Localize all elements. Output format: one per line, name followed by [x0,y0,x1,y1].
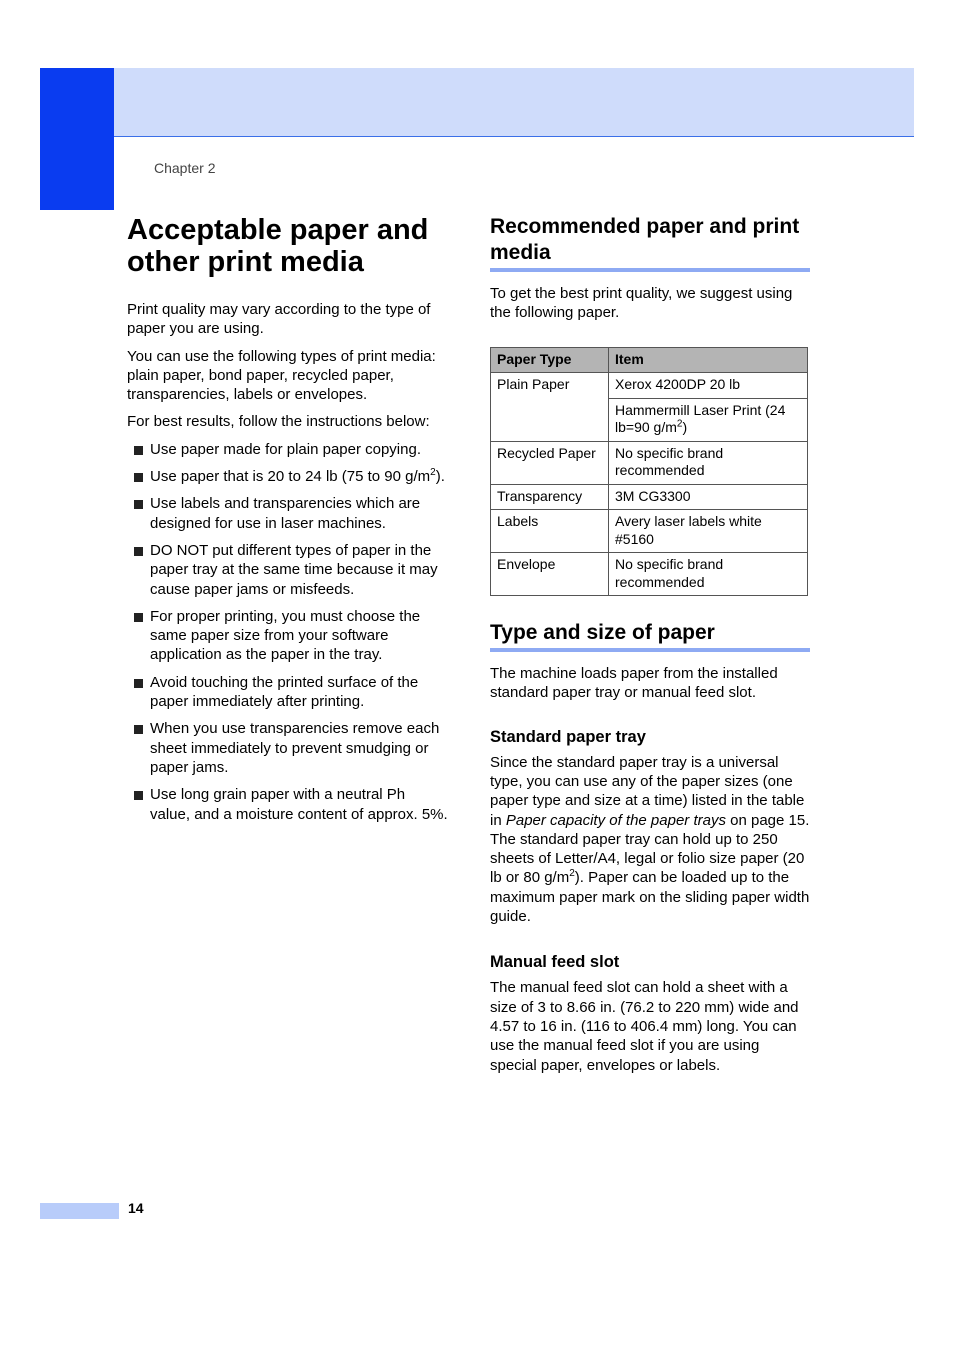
table-cell: Hammermill Laser Print (24 lb=90 $g/m^2$) [609,398,808,441]
table-cell: No specific brand recommended [609,553,808,596]
paper-table [490,347,808,597]
table-row [491,553,808,596]
column-header: Item [609,347,808,373]
list-item: DO NOT put different types of paper in the paper tray at the same time because it may cause paper jams or misfeeds. [127,541,449,599]
column-header: Paper Type [491,347,609,373]
table-cell: No specific brand recommended [609,441,808,484]
bullet-icon [134,473,143,482]
table-cell: Envelope [491,553,609,596]
paragraph: You can use the following types of print media: plain paper, bond paper, recycled paper, transparencies, labels or envelopes. [127,347,436,404]
bullet-icon [134,725,143,734]
chapter-label: Chapter 2 [154,160,216,176]
table-row [491,373,808,399]
bullet-icon [134,547,143,556]
list-item: Use paper made for plain paper copying. [127,440,449,459]
table-cell: Plain Paper [491,373,609,442]
footer-bar [40,1203,119,1219]
list-item: Use paper that is 20 to 24 lb (75 to 90 $g/m^2$). [127,467,449,486]
instruction-list [127,440,449,824]
bullet-icon [134,613,143,622]
recommended-heading: Recommended paper and print media [490,214,810,272]
header-band [114,68,914,137]
list-item: Use labels and transparencies which are designed for use in laser machines. [127,494,449,533]
table-cell: 3M CG3300 [609,484,808,510]
page-number: 14 [128,1200,144,1216]
list-item: When you use transparencies remove each sheet immediately to prevent smudging or paper jams. [127,719,449,777]
paragraph: Print quality may vary according to the type of paper you are using. [127,301,431,338]
manual-feed-heading: Manual feed slot [490,953,620,972]
list-item: For proper printing, you must choose the same paper size from your software application as the paper in the tray. [127,607,449,665]
bullet-icon [134,500,143,509]
table-row [491,510,808,553]
list-item: Use long grain paper with a neutral Ph value, and a moisture content of approx. 5%. [127,785,449,824]
paragraph: Since the standard paper tray is a universal type, you can use any of the paper sizes (one paper type and size at a time) listed in the table in Paper capacity of the paper trays on page 15. The standard paper tray can hold up to 250 sheets of Letter/A4, legal or folio size paper (20 lb or 80 $g/m^2$). Paper can be loaded up to the maximum paper mark on the sliding paper width guide. [490,753,810,926]
table-row [491,484,808,510]
paragraph: To get the best print quality, we suggest using the following paper. [490,285,793,322]
list-item: Avoid touching the printed surface of the paper immediately after printing. [127,673,449,712]
left-column [127,214,449,832]
standard-tray-heading: Standard paper tray [490,727,646,746]
table-cell: Transparency [491,484,609,510]
table-header-row [491,347,808,373]
bullet-icon [134,446,143,455]
chapter-tab-block [40,68,114,210]
table-cell: Xerox 4200DP 20 lb [609,373,808,399]
bullet-icon [134,791,143,800]
table-cell: Labels [491,510,609,553]
type-size-heading: Type and size of paper [490,620,810,652]
section-title: Acceptable paper and other print media [127,214,429,278]
paragraph: For best results, follow the instructions below: [127,413,430,431]
cross-reference-link[interactable]: Paper capacity of the paper trays [505,811,726,829]
right-column [490,214,810,1083]
paragraph: The machine loads paper from the installed standard paper tray or manual feed slot. [490,665,778,702]
table-cell: Recycled Paper [491,441,609,484]
table-cell: Avery laser labels white #5160 [609,510,808,553]
table-row [491,441,808,484]
bullet-icon [134,679,143,688]
paragraph: The manual feed slot can hold a sheet with a size of 3 to 8.66 in. (76.2 to 220 mm) wide and 4.57 to 16 in. (116 to 406.4 mm) long. You can use the manual feed slot if you are using special paper, envelopes or labels. [490,979,799,1074]
